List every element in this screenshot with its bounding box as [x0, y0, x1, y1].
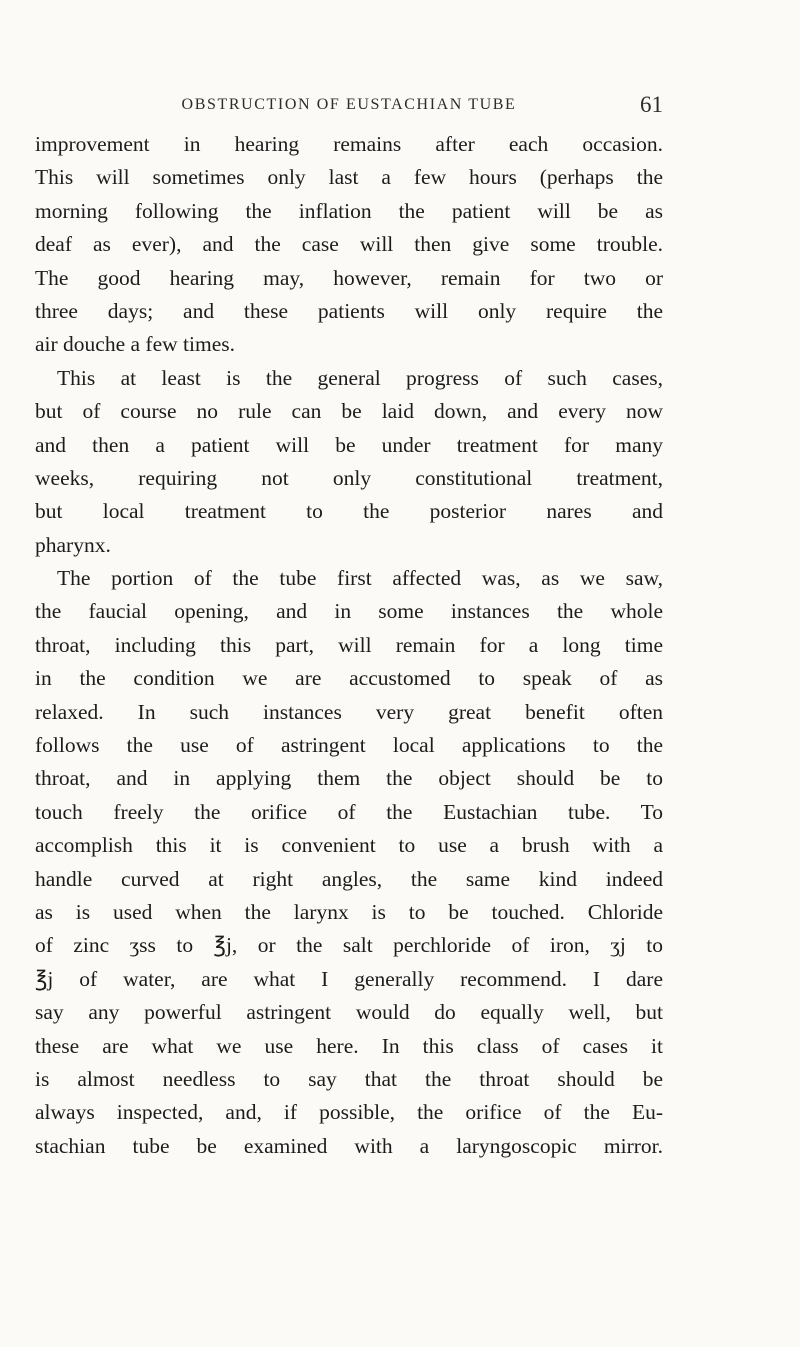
page-number: 61 [640, 92, 663, 117]
text-line: This will sometimes only last a few hours (perhaps the [35, 165, 663, 190]
text-line: ℥j of water, are what I generally recommend. I dare [35, 966, 663, 991]
text-line: say any powerful astringent would do equally well, but [35, 1000, 663, 1025]
text-line: but local treatment to the posterior nares and [35, 499, 663, 524]
text-line: touch freely the orifice of the Eustachian tube. To [35, 799, 663, 824]
paragraph-first-line: The portion of the tube first affected was, as we saw, [57, 566, 663, 591]
text-line: The good hearing may, however, remain for two or [35, 265, 663, 290]
running-head [35, 92, 663, 122]
text-line: stachian tube be examined with a laryngoscopic mirror. [35, 1133, 663, 1158]
text-line: the faucial opening, and in some instances the whole [35, 599, 663, 624]
text-line: these are what we use here. In this class of cases it [35, 1033, 663, 1058]
text-line: three days; and these patients will only require the [35, 298, 663, 323]
text-line: pharynx. [35, 532, 111, 557]
text-line: relaxed. In such instances very great benefit often [35, 699, 663, 724]
text-line: weeks, requiring not only constitutional treatment, [35, 465, 663, 490]
text-line: improvement in hearing remains after each occasion. [35, 132, 663, 156]
text-line: but of course no rule can be laid down, and every now [35, 399, 663, 424]
text-line: in the condition we are accustomed to speak of as [35, 666, 663, 691]
text-line: accomplish this it is convenient to use a brush with a [35, 833, 663, 858]
text-line: air douche a few times. [35, 332, 235, 357]
body-text [35, 128, 663, 1163]
text-line: and then a patient will be under treatment for many [35, 432, 663, 457]
running-title: OBSTRUCTION OF EUSTACHIAN TUBE [181, 96, 517, 113]
text-line: morning following the inflation the patient will be as [35, 198, 663, 223]
text-line: follows the use of astringent local applications to the [35, 733, 663, 758]
text-line: always inspected, and, if possible, the orifice of the Eu- [35, 1100, 663, 1125]
text-line: throat, and in applying them the object should be to [35, 766, 663, 791]
text-line: deaf as ever), and the case will then give some trouble. [35, 232, 663, 257]
paragraph-first-line: This at least is the general progress of such cases, [57, 365, 663, 390]
text-line: throat, including this part, will remain for a long time [35, 632, 663, 657]
text-line: is almost needless to say that the throat should be [35, 1066, 663, 1091]
text-line: of zinc ʒss to ℥j, or the salt perchloride of iron, ʒj to [35, 933, 663, 958]
text-line: handle curved at right angles, the same kind indeed [35, 866, 663, 891]
text-line: as is used when the larynx is to be touched. Chloride [35, 899, 663, 924]
